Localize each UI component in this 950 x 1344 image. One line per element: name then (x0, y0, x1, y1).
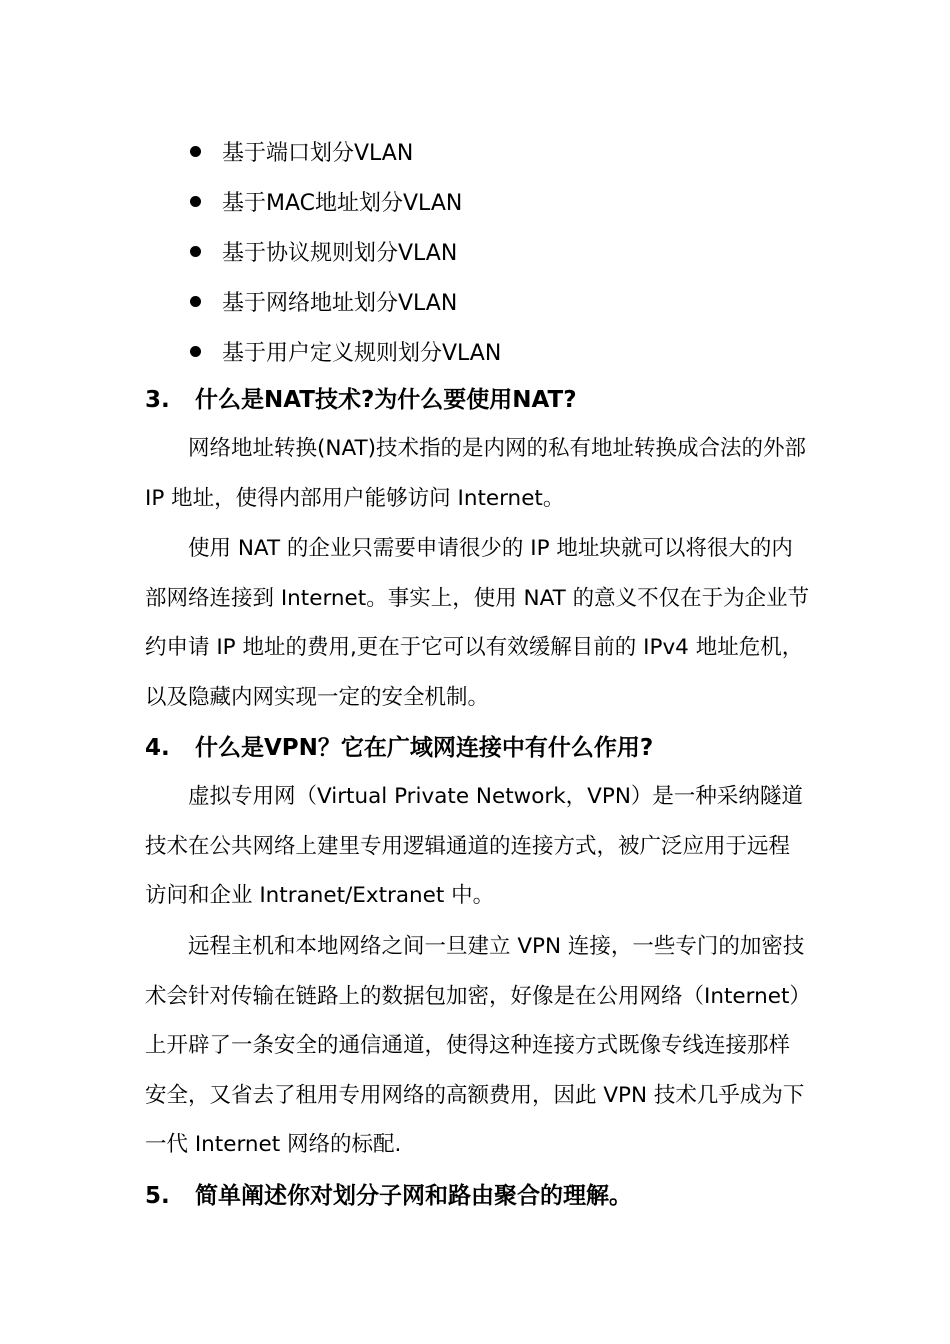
section-heading-subnet (145, 1176, 632, 1216)
list-item (190, 226, 501, 276)
list-item-text: 基于网络地址划分VLAN (222, 290, 458, 316)
section-title: 什么是VPN？它在广域网连接中有什么作用? (195, 735, 654, 761)
section-title: 简单阐述你对划分子网和路由聚合的理解。 (195, 1183, 632, 1209)
bullet-icon (190, 146, 201, 157)
section-title: 什么是NAT技术?为什么要使用NAT? (195, 387, 577, 413)
section-number: 5. (145, 1183, 170, 1209)
bullet-icon (190, 346, 201, 357)
bullet-icon (190, 296, 201, 307)
vlan-method-list (190, 126, 501, 376)
list-item-text: 基于用户定义规则划分VLAN (222, 340, 502, 366)
bullet-icon (190, 246, 201, 257)
list-item (190, 326, 501, 376)
bullet-icon (190, 196, 201, 207)
section-heading-vpn (145, 728, 653, 768)
list-item (190, 176, 501, 226)
list-item-text: 基于端口划分VLAN (222, 140, 414, 166)
list-item (190, 276, 501, 326)
list-item (190, 126, 501, 176)
section-number: 3. (145, 387, 170, 413)
section-number: 4. (145, 735, 170, 761)
list-item-text: 基于MAC地址划分VLAN (222, 190, 463, 216)
paragraph: 网络地址转换(NAT)技术指的是内网的私有地址转换成合法的外部 IP 地址，使得内部用户能够访问 Internet。 (145, 436, 807, 511)
paragraph: 远程主机和本地网络之间一旦建立 VPN 连接，一些专门的加密技术会针对传输在链路上的数据包加密，好像是在公用网络（Internet）上开辟了一条安全的通信通道，使得这种连接方式既像专线连接那样安全，又省去了租用专用网络的高额费用，因此 VPN 技术几乎成为下一代 Internet 网络的标配. (145, 934, 805, 1158)
paragraph: 虚拟专用网（Virtual Private Network，VPN）是一种采纳隧道技术在公共网络上建里专用逻辑通道的连接方式，被广泛应用于远程访问和企业 Intranet/Extranet 中。 (145, 784, 803, 909)
section-heading-nat (145, 380, 577, 420)
list-item-text: 基于协议规则划分VLAN (222, 240, 458, 266)
paragraph: 使用 NAT 的企业只需要申请很少的 IP 地址块就可以将很大的内部网络连接到 Internet。事实上，使用 NAT 的意义不仅在于为企业节约申请 IP 地址的费用,更在于它可以有效缓解目前的 IPv4 地址危机，以及隐藏内网实现一定的安全机制。 (145, 536, 810, 710)
